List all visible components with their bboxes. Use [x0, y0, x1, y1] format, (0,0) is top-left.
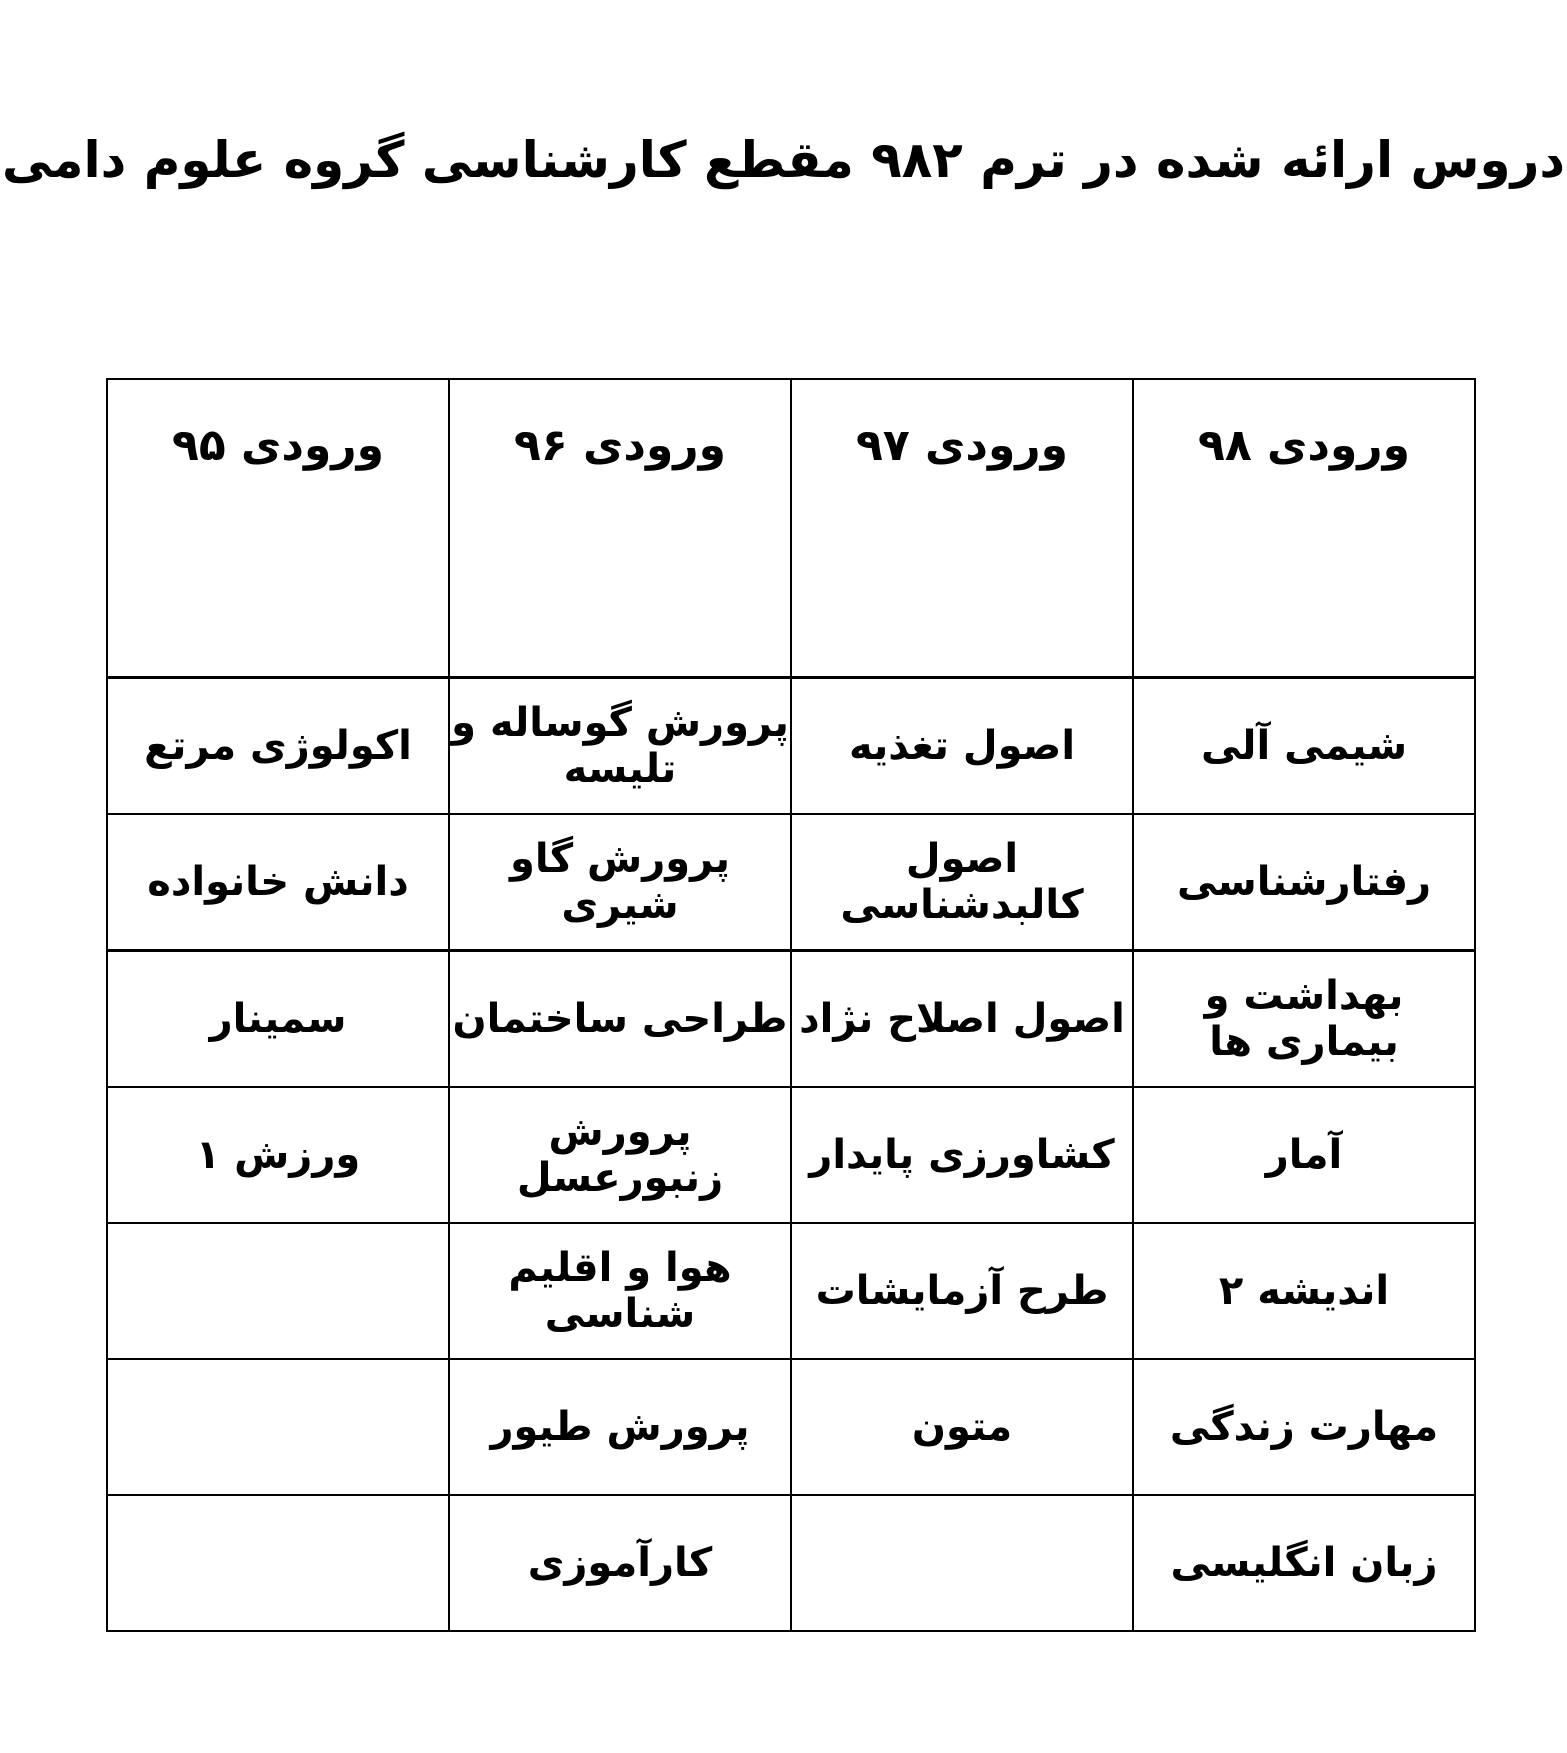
table-cell: [107, 1495, 449, 1631]
table-cell: اندیشه ۲: [1133, 1223, 1475, 1359]
header-cell-entry-96: ورودی ۹۶: [449, 379, 791, 678]
table-cell: اصول تغذیه: [791, 678, 1133, 815]
table-cell: سمینار: [107, 951, 449, 1088]
table-cell: اصول اصلاح نژاد: [791, 951, 1133, 1088]
table-row: [107, 951, 1475, 1088]
table-cell: رفتارشناسی: [1133, 814, 1475, 951]
table-row: [107, 1495, 1475, 1631]
table-cell: زبان انگلیسی: [1133, 1495, 1475, 1631]
table-cell: آمار: [1133, 1087, 1475, 1223]
table-cell: مهارت زندگی: [1133, 1359, 1475, 1495]
document-title: دروس ارائه شده در ترم ۹۸۲ مقطع کارشناسی گروه علوم دامی: [1, 131, 1566, 189]
table-cell: [107, 1359, 449, 1495]
table-cell: پرورش گوساله و تلیسه: [449, 678, 791, 815]
courses-table: [106, 378, 1476, 1632]
table-cell: شیمی آلی: [1133, 678, 1475, 815]
table-cell: طرح آزمایشات: [791, 1223, 1133, 1359]
table-cell: [791, 1495, 1133, 1631]
table-cell: پرورش طیور: [449, 1359, 791, 1495]
header-cell-entry-97: ورودی ۹۷: [791, 379, 1133, 678]
table-cell: اکولوژی مرتع: [107, 678, 449, 815]
table-cell: بهداشت و بیماری ها: [1133, 951, 1475, 1088]
table-cell: متون: [791, 1359, 1133, 1495]
table-header-row: [107, 379, 1475, 678]
table-row: [107, 814, 1475, 951]
table-row: [107, 678, 1475, 815]
table-cell: کشاورزی پایدار: [791, 1087, 1133, 1223]
header-cell-entry-95: ورودی ۹۵: [107, 379, 449, 678]
table-cell: دانش خانواده: [107, 814, 449, 951]
header-cell-entry-98: ورودی ۹۸: [1133, 379, 1475, 678]
table-cell: کارآموزی: [449, 1495, 791, 1631]
table-cell: پرورش گاو شیری: [449, 814, 791, 951]
table-cell: اصول کالبدشناسی: [791, 814, 1133, 951]
table-row: [107, 1223, 1475, 1359]
table-row: [107, 1359, 1475, 1495]
table-cell: هوا و اقلیم شناسی: [449, 1223, 791, 1359]
table-row: [107, 1087, 1475, 1223]
table-cell: پرورش زنبورعسل: [449, 1087, 791, 1223]
table-cell: طراحی ساختمان: [449, 951, 791, 1088]
table-cell: [107, 1223, 449, 1359]
table-cell: ورزش ۱: [107, 1087, 449, 1223]
